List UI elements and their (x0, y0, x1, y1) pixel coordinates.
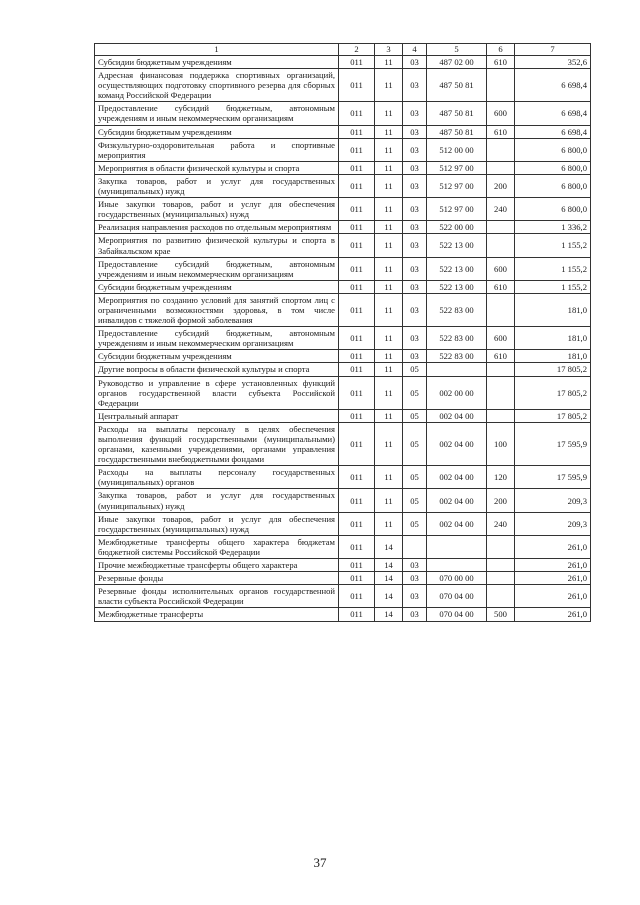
section-code: 11 (375, 125, 403, 138)
section-code: 11 (375, 56, 403, 69)
expense-type-code: 200 (487, 174, 515, 197)
amount: 6 800,0 (515, 161, 591, 174)
expense-type-code (487, 293, 515, 326)
amount: 17 805,2 (515, 376, 591, 409)
subsection-code: 03 (403, 280, 427, 293)
section-code: 11 (375, 280, 403, 293)
amount: 261,0 (515, 608, 591, 621)
table-row (95, 257, 591, 280)
admin-code: 011 (339, 234, 375, 257)
target-article-code: 522 83 00 (427, 350, 487, 363)
amount: 261,0 (515, 559, 591, 572)
target-article-code: 522 13 00 (427, 257, 487, 280)
target-article-code (427, 535, 487, 558)
amount: 1 155,2 (515, 234, 591, 257)
expense-type-code: 500 (487, 608, 515, 621)
amount: 209,3 (515, 512, 591, 535)
row-description: Расходы на выплаты персоналу государственных (муниципальных) органов (95, 466, 339, 489)
table-row (95, 489, 591, 512)
section-code: 11 (375, 234, 403, 257)
amount: 181,0 (515, 327, 591, 350)
subsection-code: 03 (403, 257, 427, 280)
subsection-code: 03 (403, 161, 427, 174)
row-description: Предоставление субсидий бюджетным, автономным учреждениям и иным некоммерческим организациям (95, 257, 339, 280)
row-description: Другие вопросы в области физической культуры и спорта (95, 363, 339, 376)
section-code: 11 (375, 466, 403, 489)
target-article-code: 002 04 00 (427, 512, 487, 535)
amount: 181,0 (515, 350, 591, 363)
expense-type-code (487, 69, 515, 102)
expense-type-code (487, 376, 515, 409)
target-article-code: 487 02 00 (427, 56, 487, 69)
admin-code: 011 (339, 376, 375, 409)
table-row (95, 559, 591, 572)
amount: 17 595,9 (515, 422, 591, 465)
section-code: 14 (375, 572, 403, 585)
row-description: Адресная финансовая поддержка спортивных организаций, осуществляющих подготовку спортивного резерва для сборных команд Российской Федерации (95, 69, 339, 102)
amount: 6 800,0 (515, 138, 591, 161)
amount: 6 800,0 (515, 174, 591, 197)
expense-type-code (487, 535, 515, 558)
row-description: Реализация направления расходов по отдельным мероприятиям (95, 221, 339, 234)
row-description: Закупка товаров, работ и услуг для государственных (муниципальных) нужд (95, 174, 339, 197)
section-code: 11 (375, 363, 403, 376)
subsection-code: 05 (403, 376, 427, 409)
target-article-code: 522 13 00 (427, 234, 487, 257)
subsection-code: 03 (403, 69, 427, 102)
row-description: Межбюджетные трансферты (95, 608, 339, 621)
subsection-code: 05 (403, 363, 427, 376)
table-row (95, 572, 591, 585)
amount: 1 336,2 (515, 221, 591, 234)
target-article-code: 002 04 00 (427, 489, 487, 512)
table-row (95, 466, 591, 489)
table-row (95, 280, 591, 293)
row-description: Иные закупки товаров, работ и услуг для обеспечения государственных (муниципальных) нужд (95, 198, 339, 221)
row-description: Межбюджетные трансферты общего характера бюджетам бюджетной системы Российской Федерации (95, 535, 339, 558)
subsection-code: 03 (403, 327, 427, 350)
admin-code: 011 (339, 125, 375, 138)
expense-type-code: 610 (487, 280, 515, 293)
subsection-code: 03 (403, 198, 427, 221)
table-row (95, 293, 591, 326)
table-row (95, 174, 591, 197)
expense-type-code (487, 234, 515, 257)
table-header-row (95, 44, 591, 56)
column-header: 2 (339, 44, 375, 56)
target-article-code: 487 50 81 (427, 69, 487, 102)
table-row (95, 535, 591, 558)
subsection-code: 03 (403, 350, 427, 363)
amount: 352,6 (515, 56, 591, 69)
amount: 6 698,4 (515, 125, 591, 138)
admin-code: 011 (339, 69, 375, 102)
expense-type-code: 120 (487, 466, 515, 489)
amount: 261,0 (515, 572, 591, 585)
row-description: Центральный аппарат (95, 409, 339, 422)
admin-code: 011 (339, 280, 375, 293)
table-row (95, 56, 591, 69)
row-description: Субсидии бюджетным учреждениям (95, 56, 339, 69)
table-row (95, 221, 591, 234)
expense-type-code: 100 (487, 422, 515, 465)
target-article-code: 487 50 81 (427, 102, 487, 125)
expense-type-code (487, 138, 515, 161)
target-article-code: 002 04 00 (427, 422, 487, 465)
amount: 17 805,2 (515, 409, 591, 422)
target-article-code: 002 00 00 (427, 376, 487, 409)
target-article-code: 522 13 00 (427, 280, 487, 293)
subsection-code: 05 (403, 409, 427, 422)
amount: 6 800,0 (515, 198, 591, 221)
table-row (95, 102, 591, 125)
amount: 181,0 (515, 293, 591, 326)
amount: 17 805,2 (515, 363, 591, 376)
subsection-code: 03 (403, 585, 427, 608)
admin-code: 011 (339, 257, 375, 280)
expense-type-code: 600 (487, 102, 515, 125)
subsection-code: 03 (403, 174, 427, 197)
admin-code: 011 (339, 221, 375, 234)
section-code: 11 (375, 69, 403, 102)
amount: 1 155,2 (515, 280, 591, 293)
subsection-code: 03 (403, 56, 427, 69)
table-body (95, 56, 591, 622)
expense-type-code (487, 585, 515, 608)
subsection-code: 03 (403, 221, 427, 234)
table-row (95, 69, 591, 102)
table-row (95, 125, 591, 138)
amount: 261,0 (515, 535, 591, 558)
section-code: 11 (375, 422, 403, 465)
row-description: Закупка товаров, работ и услуг для государственных (муниципальных) нужд (95, 489, 339, 512)
column-header: 5 (427, 44, 487, 56)
target-article-code: 070 04 00 (427, 608, 487, 621)
budget-table-container (94, 43, 590, 622)
target-article-code: 002 04 00 (427, 466, 487, 489)
target-article-code: 070 04 00 (427, 585, 487, 608)
admin-code: 011 (339, 512, 375, 535)
column-header: 3 (375, 44, 403, 56)
admin-code: 011 (339, 422, 375, 465)
section-code: 11 (375, 376, 403, 409)
expense-type-code: 600 (487, 257, 515, 280)
admin-code: 011 (339, 198, 375, 221)
admin-code: 011 (339, 174, 375, 197)
section-code: 11 (375, 102, 403, 125)
admin-code: 011 (339, 56, 375, 69)
page-number: 37 (313, 855, 327, 870)
expense-type-code: 610 (487, 125, 515, 138)
expense-type-code: 600 (487, 327, 515, 350)
amount: 261,0 (515, 585, 591, 608)
expense-type-code (487, 161, 515, 174)
subsection-code: 03 (403, 572, 427, 585)
subsection-code (403, 535, 427, 558)
section-code: 14 (375, 608, 403, 621)
expense-type-code: 240 (487, 198, 515, 221)
section-code: 14 (375, 535, 403, 558)
admin-code: 011 (339, 327, 375, 350)
expense-type-code (487, 409, 515, 422)
row-description: Субсидии бюджетным учреждениям (95, 350, 339, 363)
expense-type-code (487, 572, 515, 585)
section-code: 11 (375, 327, 403, 350)
table-row (95, 409, 591, 422)
expense-type-code (487, 363, 515, 376)
section-code: 11 (375, 198, 403, 221)
table-row (95, 138, 591, 161)
budget-table (94, 43, 591, 622)
subsection-code: 05 (403, 512, 427, 535)
section-code: 11 (375, 489, 403, 512)
section-code: 14 (375, 585, 403, 608)
admin-code: 011 (339, 585, 375, 608)
expense-type-code: 240 (487, 512, 515, 535)
admin-code: 011 (339, 293, 375, 326)
admin-code: 011 (339, 409, 375, 422)
table-row (95, 512, 591, 535)
admin-code: 011 (339, 608, 375, 621)
section-code: 11 (375, 174, 403, 197)
subsection-code: 03 (403, 138, 427, 161)
subsection-code: 03 (403, 608, 427, 621)
section-code: 11 (375, 161, 403, 174)
expense-type-code: 610 (487, 56, 515, 69)
row-description: Прочие межбюджетные трансферты общего характера (95, 559, 339, 572)
amount: 17 595,9 (515, 466, 591, 489)
column-header: 4 (403, 44, 427, 56)
table-row (95, 585, 591, 608)
table-row (95, 422, 591, 465)
admin-code: 011 (339, 363, 375, 376)
target-article-code: 512 97 00 (427, 161, 487, 174)
target-article-code: 522 83 00 (427, 293, 487, 326)
admin-code: 011 (339, 466, 375, 489)
table-row (95, 327, 591, 350)
section-code: 11 (375, 138, 403, 161)
section-code: 11 (375, 293, 403, 326)
admin-code: 011 (339, 102, 375, 125)
admin-code: 011 (339, 489, 375, 512)
section-code: 14 (375, 559, 403, 572)
target-article-code: 512 97 00 (427, 174, 487, 197)
section-code: 11 (375, 350, 403, 363)
row-description: Резервные фонды исполнительных органов государственной власти субъекта Российской Федерации (95, 585, 339, 608)
subsection-code: 05 (403, 422, 427, 465)
subsection-code: 03 (403, 102, 427, 125)
amount: 1 155,2 (515, 257, 591, 280)
row-description: Мероприятия по созданию условий для занятий спортом лиц с ограниченными возможностями здоровья, в том числе инвалидов с тяжелой формой заболевания (95, 293, 339, 326)
subsection-code: 05 (403, 489, 427, 512)
target-article-code: 512 00 00 (427, 138, 487, 161)
table-row (95, 376, 591, 409)
column-header: 6 (487, 44, 515, 56)
target-article-code (427, 363, 487, 376)
column-header: 1 (95, 44, 339, 56)
row-description: Мероприятия в области физической культуры и спорта (95, 161, 339, 174)
row-description: Руководство и управление в сфере установленных функций органов государственной власти субъекта Российской Федерации (95, 376, 339, 409)
expense-type-code: 200 (487, 489, 515, 512)
subsection-code: 03 (403, 559, 427, 572)
section-code: 11 (375, 257, 403, 280)
target-article-code: 522 00 00 (427, 221, 487, 234)
row-description: Резервные фонды (95, 572, 339, 585)
row-description: Предоставление субсидий бюджетным, автономным учреждениям и иным некоммерческим организациям (95, 102, 339, 125)
table-row (95, 350, 591, 363)
subsection-code: 03 (403, 125, 427, 138)
target-article-code: 070 00 00 (427, 572, 487, 585)
row-description: Субсидии бюджетным учреждениям (95, 280, 339, 293)
subsection-code: 05 (403, 466, 427, 489)
subsection-code: 03 (403, 293, 427, 326)
section-code: 11 (375, 409, 403, 422)
expense-type-code: 610 (487, 350, 515, 363)
section-code: 11 (375, 512, 403, 535)
section-code: 11 (375, 221, 403, 234)
amount: 209,3 (515, 489, 591, 512)
amount: 6 698,4 (515, 69, 591, 102)
column-header: 7 (515, 44, 591, 56)
table-row (95, 363, 591, 376)
row-description: Субсидии бюджетным учреждениям (95, 125, 339, 138)
target-article-code: 522 83 00 (427, 327, 487, 350)
admin-code: 011 (339, 535, 375, 558)
admin-code: 011 (339, 350, 375, 363)
row-description: Физкультурно-оздоровительная работа и спортивные мероприятия (95, 138, 339, 161)
admin-code: 011 (339, 161, 375, 174)
target-article-code: 512 97 00 (427, 198, 487, 221)
table-row (95, 198, 591, 221)
row-description: Мероприятия по развитию физической культуры и спорта в Забайкальском крае (95, 234, 339, 257)
row-description: Иные закупки товаров, работ и услуг для обеспечения государственных (муниципальных) нужд (95, 512, 339, 535)
table-row (95, 234, 591, 257)
admin-code: 011 (339, 138, 375, 161)
table-row (95, 161, 591, 174)
admin-code: 011 (339, 559, 375, 572)
subsection-code: 03 (403, 234, 427, 257)
target-article-code (427, 559, 487, 572)
row-description: Расходы на выплаты персоналу в целях обеспечения выполнения функций государственными (муниципальными) органами, казенными учреждениями, органами управления государственными внебюджетными фондами (95, 422, 339, 465)
amount: 6 698,4 (515, 102, 591, 125)
expense-type-code (487, 559, 515, 572)
target-article-code: 002 04 00 (427, 409, 487, 422)
expense-type-code (487, 221, 515, 234)
admin-code: 011 (339, 572, 375, 585)
table-row (95, 608, 591, 621)
row-description: Предоставление субсидий бюджетным, автономным учреждениям и иным некоммерческим организациям (95, 327, 339, 350)
target-article-code: 487 50 81 (427, 125, 487, 138)
